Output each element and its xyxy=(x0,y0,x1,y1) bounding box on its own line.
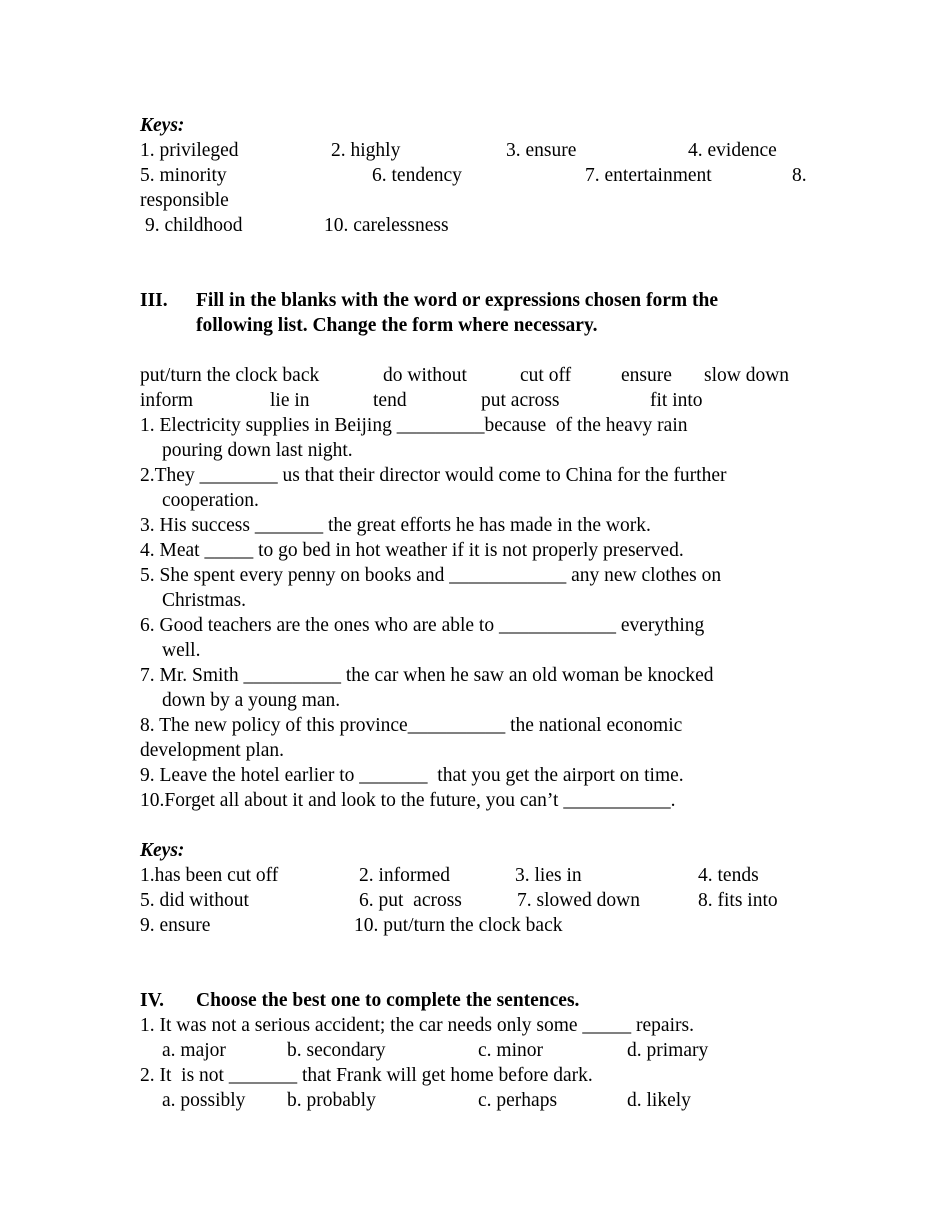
word-list-item: inform xyxy=(140,390,194,411)
keys1-item: responsible xyxy=(140,190,229,211)
word-list-item: tend xyxy=(373,390,407,411)
keys2-item: 2. informed xyxy=(359,865,450,886)
answer-option: c. perhaps xyxy=(478,1090,558,1111)
keys2-item: 7. slowed down xyxy=(517,890,640,911)
keys1-item: 1. privileged xyxy=(140,140,239,161)
section4-title: Choose the best one to complete the sentences. xyxy=(196,990,580,1011)
word-list-item: do without xyxy=(383,365,467,386)
keys1-heading: Keys: xyxy=(140,115,185,136)
keys2-item: 9. ensure xyxy=(140,915,211,936)
exercise-line: 8. The new policy of this province__________ the national economic xyxy=(140,715,683,736)
keys2-item: 4. tends xyxy=(698,865,759,886)
section3-number: III. xyxy=(140,290,168,311)
section3-title: Fill in the blanks with the word or expressions chosen form the xyxy=(196,290,719,311)
exercise-line: 7. Mr. Smith __________ the car when he saw an old woman be knocked xyxy=(140,665,714,686)
keys1-item: 2. highly xyxy=(331,140,401,161)
keys2-item: 1.has been cut off xyxy=(140,865,279,886)
exercise-line: down by a young man. xyxy=(162,690,341,711)
keys1-item: 9. childhood xyxy=(145,215,243,236)
keys2-item: 8. fits into xyxy=(698,890,778,911)
keys2-item: 10. put/turn the clock back xyxy=(354,915,563,936)
exercise-line: cooperation. xyxy=(162,490,259,511)
question-text: 2. It is not _______ that Frank will get home before dark. xyxy=(140,1065,593,1086)
keys1-item: 3. ensure xyxy=(506,140,577,161)
answer-option: a. possibly xyxy=(162,1090,246,1111)
word-list-item: put/turn the clock back xyxy=(140,365,320,386)
keys2-item: 3. lies in xyxy=(515,865,582,886)
exercise-line: development plan. xyxy=(140,740,285,761)
word-list-item: ensure xyxy=(621,365,672,386)
exercise-line: 6. Good teachers are the ones who are able to ____________ everything xyxy=(140,615,705,636)
exercise-line: 5. She spent every penny on books and ____________ any new clothes on xyxy=(140,565,722,586)
exercise-line: well. xyxy=(162,640,201,661)
keys2-item: 5. did without xyxy=(140,890,249,911)
word-list-item: cut off xyxy=(520,365,572,386)
answer-option: d. likely xyxy=(627,1090,691,1111)
keys1-item: 6. tendency xyxy=(372,165,462,186)
section3-title: following list. Change the form where necessary. xyxy=(196,315,598,336)
exercise-line: pouring down last night. xyxy=(162,440,353,461)
keys1-item: 10. carelessness xyxy=(324,215,449,236)
keys1-item: 8. xyxy=(792,165,807,186)
answer-option: a. major xyxy=(162,1040,226,1061)
exercise-line: Christmas. xyxy=(162,590,246,611)
keys2-heading: Keys: xyxy=(140,840,185,861)
answer-option: b. secondary xyxy=(287,1040,386,1061)
keys1-item: 5. minority xyxy=(140,165,227,186)
keys1-item: 7. entertainment xyxy=(585,165,712,186)
answer-option: c. minor xyxy=(478,1040,543,1061)
word-list-item: slow down xyxy=(704,365,790,386)
exercise-line: 3. His success _______ the great efforts he has made in the work. xyxy=(140,515,651,536)
word-list-item: fit into xyxy=(650,390,703,411)
exercise-line: 1. Electricity supplies in Beijing _________because of the heavy rain xyxy=(140,415,688,436)
answer-option: d. primary xyxy=(627,1040,709,1061)
exercise-line: 4. Meat _____ to go bed in hot weather if it is not properly preserved. xyxy=(140,540,684,561)
word-list-item: put across xyxy=(481,390,560,411)
exercise-line: 2.They ________ us that their director would come to China for the further xyxy=(140,465,727,486)
keys2-item: 6. put across xyxy=(359,890,462,911)
answer-option: b. probably xyxy=(287,1090,376,1111)
keys1-item: 4. evidence xyxy=(688,140,777,161)
exercise-line: 9. Leave the hotel earlier to _______ that you get the airport on time. xyxy=(140,765,684,786)
exercise-line: 10.Forget all about it and look to the future, you can’t ___________. xyxy=(140,790,676,811)
section4-number: IV. xyxy=(140,990,165,1011)
question-text: 1. It was not a serious accident; the car needs only some _____ repairs. xyxy=(140,1015,694,1036)
word-list-item: lie in xyxy=(270,390,310,411)
